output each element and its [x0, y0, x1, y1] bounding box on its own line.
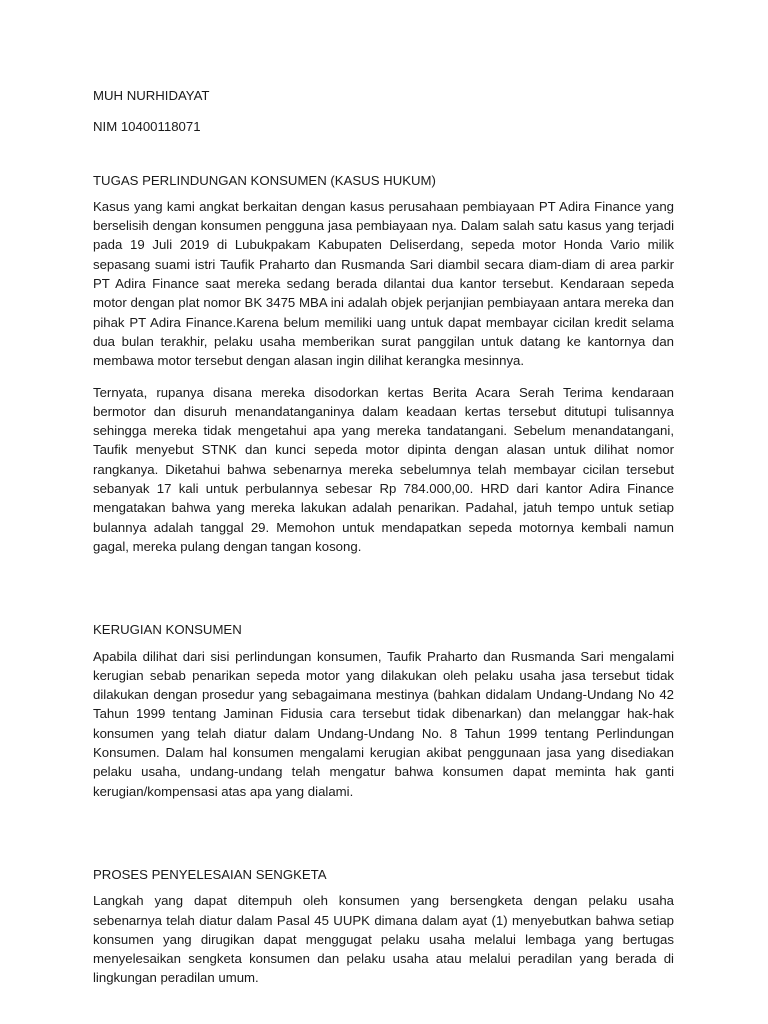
spacer	[93, 556, 674, 620]
spacer	[93, 801, 674, 865]
case-paragraph-1: Kasus yang kami angkat berkaitan dengan kasus perusahaan pembiayaan PT Adira Finance yang berselisih dengan konsumen pengguna jasa pembiayaan nya. Dalam salah satu kasus yang terjadi pada 19 Juli 2019 di Lubukpakam Kabupaten Deliserdang, sepeda motor Honda Vario milik sepasang suami istri Taufik Praharto dan Rusmanda Sari diambil secara diam-diam di area parkir PT Adira Finance saat mereka sedang berada dilantai dua kantor tersebut. Kendaraan sepeda motor dengan plat nomor BK 3475 MBA ini adalah objek perjanjian pembiayaan antara mereka dan pihak PT Adira Finance.Karena belum memiliki uang untuk dapat membayar cicilan kredit selama dua bulan terakhir, pelaku usaha memberikan surat panggilan untuk datang ke kantornya dan membawa motor tersebut dengan alasan ingin dilihat kerangka mesinnya.	[93, 198, 674, 369]
spacer	[93, 137, 674, 171]
spacer	[93, 105, 674, 117]
case-paragraph-2: Ternyata, rupanya disana mereka disodorkan kertas Berita Acara Serah Terima kendaraan bermotor dan disuruh menandatanganinya dalam keadaan kertas tersebut ditutupi tulisannya sehingga mereka tidak mengetahui apa yang mereka tandatangani. Sebelum menandatangani, Taufik menyebut STNK dan kunci sepeda motor dipinta dengan alasan untuk dilihat nomor rangkanya. Diketahui bahwa sebenarnya mereka sebelumnya telah membayar cicilan tersebut sebanyak 17 kali untuk perbulannya sebesar Rp 784.000,00. HRD dari kantor Adira Finance mengatakan bahwa yang mereka lakukan adalah penarikan. Padahal, jatuh tempo untuk setiap bulannya adalah tanggal 29. Memohon untuk mendapatkan sepeda motornya kembali namun gagal, mereka pulang dengan tangan kosong.	[93, 384, 674, 554]
student-nim: NIM 10400118071	[93, 119, 201, 135]
student-name: MUH NURHIDAYAT	[93, 88, 210, 103]
spacer	[93, 190, 674, 197]
section-title-proses: PROSES PENYELESAIAN SENGKETA	[93, 866, 327, 882]
spacer	[93, 371, 674, 383]
kerugian-paragraph: Apabila dilihat dari sisi perlindungan konsumen, Taufik Praharto dan Rusmanda Sari mengalami kerugian sebab penarikan sepeda motor yang dilakukan oleh pelaku usaha jasa tersebut tidak dilakukan dengan prosedur yang sebagaimana mestinya (bahkan didalam Undang-Undang No 42 Tahun 1999 tentang Jaminan Fidusia cara tersebut tidak dibenarkan) dan melanggar hak-hak konsumen yang telah diatur dalam Undang-Undang No. 8 Tahun 1999 tentang Perlindungan Konsumen. Dalam hal konsumen mengalami kerugian akibat penggunaan jasa yang disediakan pelaku usaha, undang-undang telah mengatur bahwa konsumen dapat meminta hak ganti kerugian/kompensasi atas apa yang dialami.	[93, 648, 674, 799]
section-title-kerugian: KERUGIAN KONSUMEN	[93, 622, 242, 638]
proses-paragraph: Langkah yang dapat ditempuh oleh konsumen yang bersengketa dengan pelaku usaha sebenarnya telah diatur dalam Pasal 45 UUPK dimana dalam ayat (1) menyebutkan bahwa setiap konsumen yang dirugikan dapat menggugat pelaku usaha melalui lembaga yang bertugas menyelesaikan sengketa konsumen dan pelaku usaha atau melalui peradilan yang berada di lingkungan peradilan umum.	[93, 893, 674, 986]
spacer	[93, 884, 674, 891]
spacer	[93, 640, 674, 647]
assignment-title: TUGAS PERLINDUNGAN KONSUMEN (KASUS HUKUM)	[93, 172, 436, 188]
document-page	[93, 86, 674, 988]
